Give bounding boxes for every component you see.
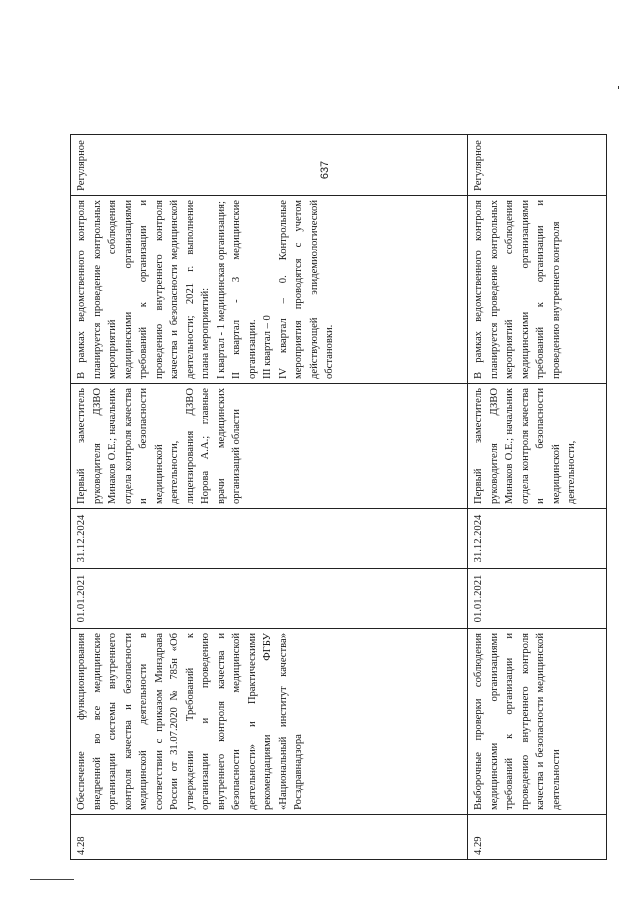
page-number-text: 637 xyxy=(319,160,331,180)
item-number: 4.29 xyxy=(468,815,607,860)
scan-edge-line xyxy=(30,879,74,880)
rotated-table-sheet xyxy=(70,135,606,860)
end-date: 31.12.2024 xyxy=(468,509,607,569)
result-item: III квартал – 0 xyxy=(262,315,273,379)
periodicity: Регулярное xyxy=(71,135,468,196)
end-date: 31.12.2024 xyxy=(71,509,468,569)
result-item: I квартал - 1 медицинская организация; xyxy=(215,201,227,379)
table-row xyxy=(71,135,468,860)
measure-description: Обеспечение функционирования внедренной во все медицинские организации системы внутреннего контроля качества и безопасности медицинской деятельности в соответствии с приказом Минздрава России от 31.07.2020 № 785н «Об утверждении Требований к организации и проведению внутреннего контроля качества и безопасности медицинской деятельности» и Практическими рекомендациями ФГБУ «Национальный институт качества» Росздравнадзора xyxy=(71,629,468,815)
table-rotor xyxy=(70,135,606,860)
responsible-persons: Первый заместитель руководителя ДЗВО Минаков О.Е.; начальник отдела контроля качества и безопасности медицинской деятельности, лицензирования ДЗВО Норова А.А.; главные врачи медицинских организаций области xyxy=(71,384,468,509)
result-item: II квартал - 3 медицинские организации. xyxy=(231,200,258,379)
measures-table xyxy=(70,134,607,860)
expected-result xyxy=(468,196,607,384)
result-intro: В рамках ведомственного контроля планируется проведение контрольных мероприятий соблюдения медицинскими организациями требований к организации и проведению внутреннего контроля качества и безопасности медицинской деятельности; 2021 г. выполнение плана мероприятий: xyxy=(76,200,211,379)
item-number: 4.28 xyxy=(71,815,468,860)
start-date: 01.01.2021 xyxy=(468,569,607,629)
start-date: 01.01.2021 xyxy=(71,569,468,629)
table-row xyxy=(468,135,607,860)
result-intro: В рамках ведомственного контроля планируется проведение контрольных мероприятий соблюдения медицинскими организациями требований к организации и проведению внутреннего контроля xyxy=(473,200,562,379)
result-item: IV квартал – 0. Контрольные мероприятия проводятся с учетом действующей эпидемиологической обстановки. xyxy=(277,200,335,379)
periodicity: Регулярное xyxy=(468,135,607,196)
responsible-persons: Первый заместитель руководителя ДЗВО Минаков О.Е.; начальник отдела контроля качества и безопасности медицинской деятельности, xyxy=(468,384,607,509)
measure-description: Выборочные проверки соблюдения медицинскими организациями требований к организации и проведению внутреннего контроля качества и безопасности медицинской деятельности xyxy=(468,629,607,815)
scan-corner-mark xyxy=(618,86,619,89)
expected-result xyxy=(71,196,468,384)
